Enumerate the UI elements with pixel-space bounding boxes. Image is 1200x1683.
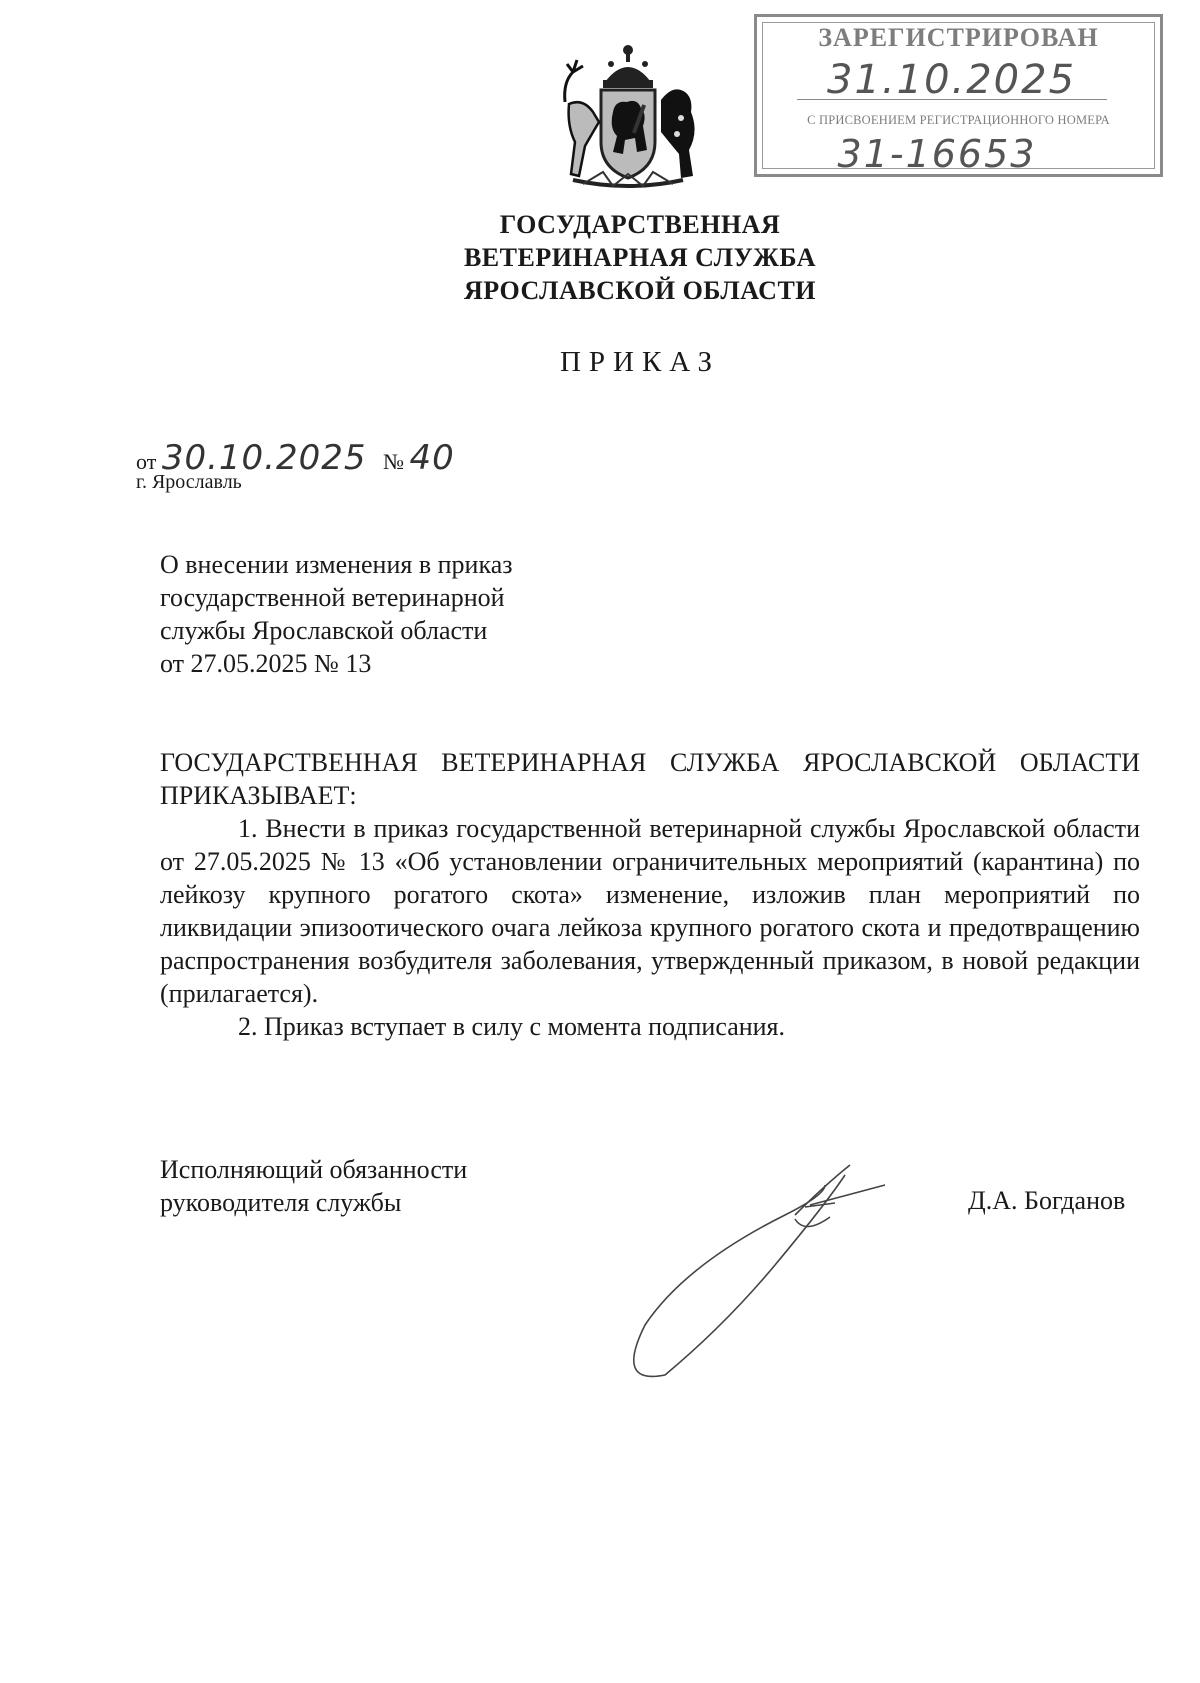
subject-line: О внесении изменения в приказ — [160, 550, 513, 579]
signer-name: Д.А. Богданов — [968, 1186, 1126, 1215]
coat-of-arms-icon — [553, 42, 703, 190]
subject-line: государственной ветеринарной — [160, 583, 505, 612]
date-prefix: от — [136, 449, 157, 474]
handwritten-signature-icon — [625, 1145, 925, 1385]
number-prefix: № — [383, 449, 404, 474]
registration-stamp — [754, 14, 1163, 177]
document-number: 40 — [409, 438, 455, 478]
signer-position-line: Исполняющий обязанности — [160, 1155, 468, 1184]
document-city: г. Ярославль — [136, 471, 242, 493]
order-preamble: ГОСУДАРСТВЕННАЯ ВЕТЕРИНАРНАЯ СЛУЖБА ЯРОСЛАВСКОЙ ОБЛАСТИ ПРИКАЗЫВАЕТ: — [160, 748, 1140, 810]
organization-title-line: ВЕТЕРИНАРНАЯ СЛУЖБА — [463, 243, 817, 272]
signer-position-line: руководителя службы — [160, 1188, 402, 1217]
organization-title-line: ГОСУДАРСТВЕННАЯ — [499, 210, 781, 239]
document-type: ПРИКАЗ — [559, 346, 721, 378]
subject-line: службы Ярославской области — [160, 616, 488, 645]
document-date: 30.10.2025 — [161, 438, 367, 478]
document-subject — [160, 548, 513, 680]
stamp-registration-date: 31.10.2025 — [827, 57, 1077, 103]
organization-title-line: ЯРОСЛАВСКОЙ ОБЛАСТИ — [463, 276, 817, 305]
stamp-title: ЗАРЕГИСТРИРОВАН — [818, 23, 1099, 52]
subject-line: от 27.05.2025 № 13 — [160, 649, 372, 678]
stamp-subtitle: С ПРИСВОЕНИЕМ РЕГИСТРАЦИОННОГО НОМЕРА — [807, 113, 1110, 127]
document-body — [160, 746, 1140, 1043]
signer-position — [160, 1153, 467, 1219]
order-item: 2. Приказ вступает в силу с момента подписания. — [238, 1012, 786, 1041]
stamp-registration-number: 31-16653 — [837, 132, 1037, 176]
order-item: 1. Внести в приказ государственной ветеринарной службы Ярославской области от 27.05.2025 № 13 «Об установлении ограничительных мероприятий (карантина) по лейкозу крупного рогатого скота» изменение, изложив план мероприятий по ликвидации эпизоотического очага лейкоза крупного рогатого скота и предотвращению распространения возбудителя заболевания, утвержденный приказом, в новой редакции (прилагается). — [160, 814, 1140, 1008]
organization-title — [0, 208, 1200, 307]
